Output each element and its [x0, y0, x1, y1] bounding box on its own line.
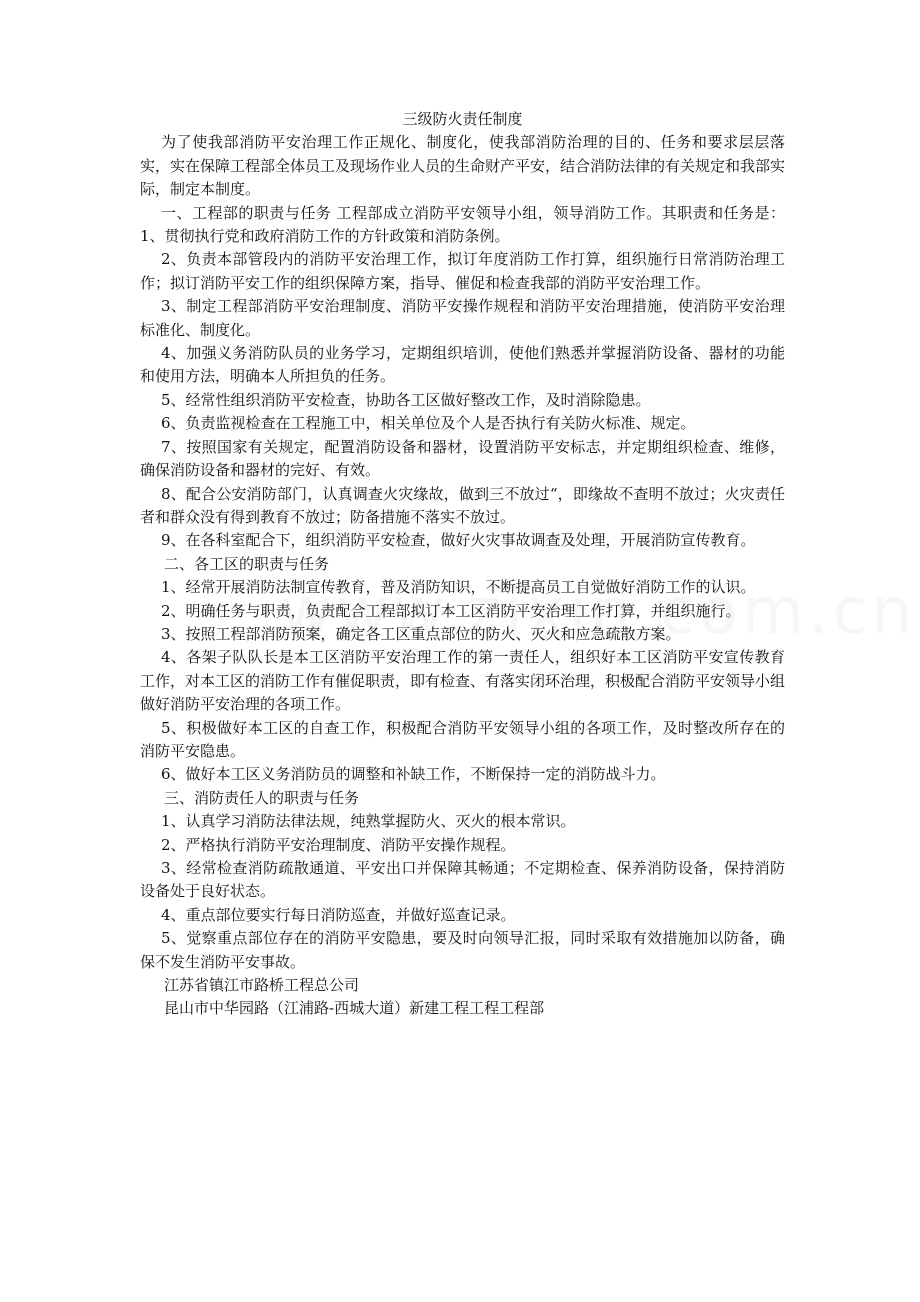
section-2-item-2: 2、明确任务与职责，负责配合工程部拟订本工区消防平安治理工作打算，并组织施行。 [161, 601, 741, 620]
section-1-item-8: 8、配合公安消防部门，认真调查火灾缘故，做到三不放过“，即缘故不查明不放过；火灾责任者和群众没有得到教育不放过；防备措施不落实不放过。 [140, 484, 785, 526]
section-2-item-1: 1、经常开展消防法制宣传教育，普及消防知识，不断提高员工自觉做好消防工作的认识。 [161, 578, 756, 597]
section-3-item-5: 5、觉察重点部位存在的消防平安隐患，要及时向领导汇报，同时采取有效措施加以防备，确保不发生消防平安事故。 [140, 929, 785, 971]
section-2-item-6: 6、做好本工区义务消防员的调整和补缺工作，不断保持一定的消防战斗力。 [161, 765, 666, 784]
section-1-item-4: 4、加强义务消防队员的业务学习，定期组织培训，使他们熟悉并掌握消防设备、器材的功能和使用方法，明确本人所担负的任务。 [140, 344, 785, 386]
section-2-item-3: 3、按照工程部消防预案，确定各工区重点部位的防火、灭火和应急疏散方案。 [161, 624, 681, 643]
section-2-item-5: 5、积极做好本工区的自查工作，积极配合消防平安领导小组的各项工作，及时整改所存在的消防平安隐患。 [140, 718, 785, 760]
document-page [140, 108, 785, 1021]
section-1-item-5: 5、经常性组织消防平安检查，协助各工区做好整改工作，及时消除隐患。 [161, 390, 651, 409]
intro-paragraph: 为了使我部消防平安治理工作正规化、制度化，使我部消防治理的目的、任务和要求层层落实，实在保障工程部全体员工及现场作业人员的生命财产平安，结合消防法律的有关规定和我部实际，制定本制度。 [140, 133, 786, 199]
section-2-item-4: 4、各架子队队长是本工区消防平安治理工作的第一责任人，组织好本工区消防平安宣传教育工作，对本工区的消防工作有催促职责，即有检查、有落实闭环治理，积极配合消防平安领导小组做好消防平安治理的各项工作。 [140, 648, 786, 714]
section-1-item-2: 2、负责本部管段内的消防平安治理工作，拟订年度消防工作打算，组织施行日常消防治理工作；拟订消防平安工作的组织保障方案，指导、催促和检查我部的消防平安治理工作。 [140, 250, 785, 292]
section-1-item-3: 3、制定工程部消防平安治理制度、消防平安操作规程和消防平安治理措施，使消防平安治理标准化、制度化。 [140, 297, 785, 339]
section-3-heading: 三、消防责任人的职责与任务 [164, 788, 360, 807]
section-1-item-6: 6、负责监视检查在工程施工中，相关单位及个人是否执行有关防火标准、规定。 [161, 414, 696, 433]
signature-company: 江苏省镇江市路桥工程总公司 [164, 976, 360, 995]
section-3-item-2: 2、严格执行消防平安治理制度、消防平安操作规程。 [161, 835, 516, 854]
section-1-heading-paragraph: 一、工程部的职责与任务 工程部成立消防平安领导小组，领导消防工作。其职责和任务是： 1、贯彻执行党和政府消防工作的方针政策和消防条例。 [140, 203, 785, 246]
document-title: 三级防火责任制度 [402, 110, 523, 128]
section-1-item-7: 7、按照国家有关规定，配置消防设备和器材，设置消防平安标志，并定期组织检查、维修，确保消防设备和器材的完好、有效。 [140, 437, 785, 480]
section-2-heading: 二、各工区的职责与任务 [164, 554, 330, 573]
section-3-item-3: 3、经常检查消防疏散通道、平安出口并保障其畅通；不定期检查、保养消防设备，保持消防设备处于良好状态。 [140, 859, 785, 901]
section-3-item-1: 1、认真学习消防法律法规，纯熟掌握防火、灭火的根本常识。 [161, 812, 576, 831]
section-3-item-4: 4、重点部位要实行每日消防巡查，并做好巡查记录。 [161, 905, 516, 924]
section-1-item-9: 9、在各科室配合下，组织消防平安检查，做好火灾事故调查及处理，开展消防宣传教育。 [161, 531, 756, 550]
signature-department: 昆山市中华园路（江浦路-西城大道）新建工程工程工程部 [164, 999, 545, 1018]
